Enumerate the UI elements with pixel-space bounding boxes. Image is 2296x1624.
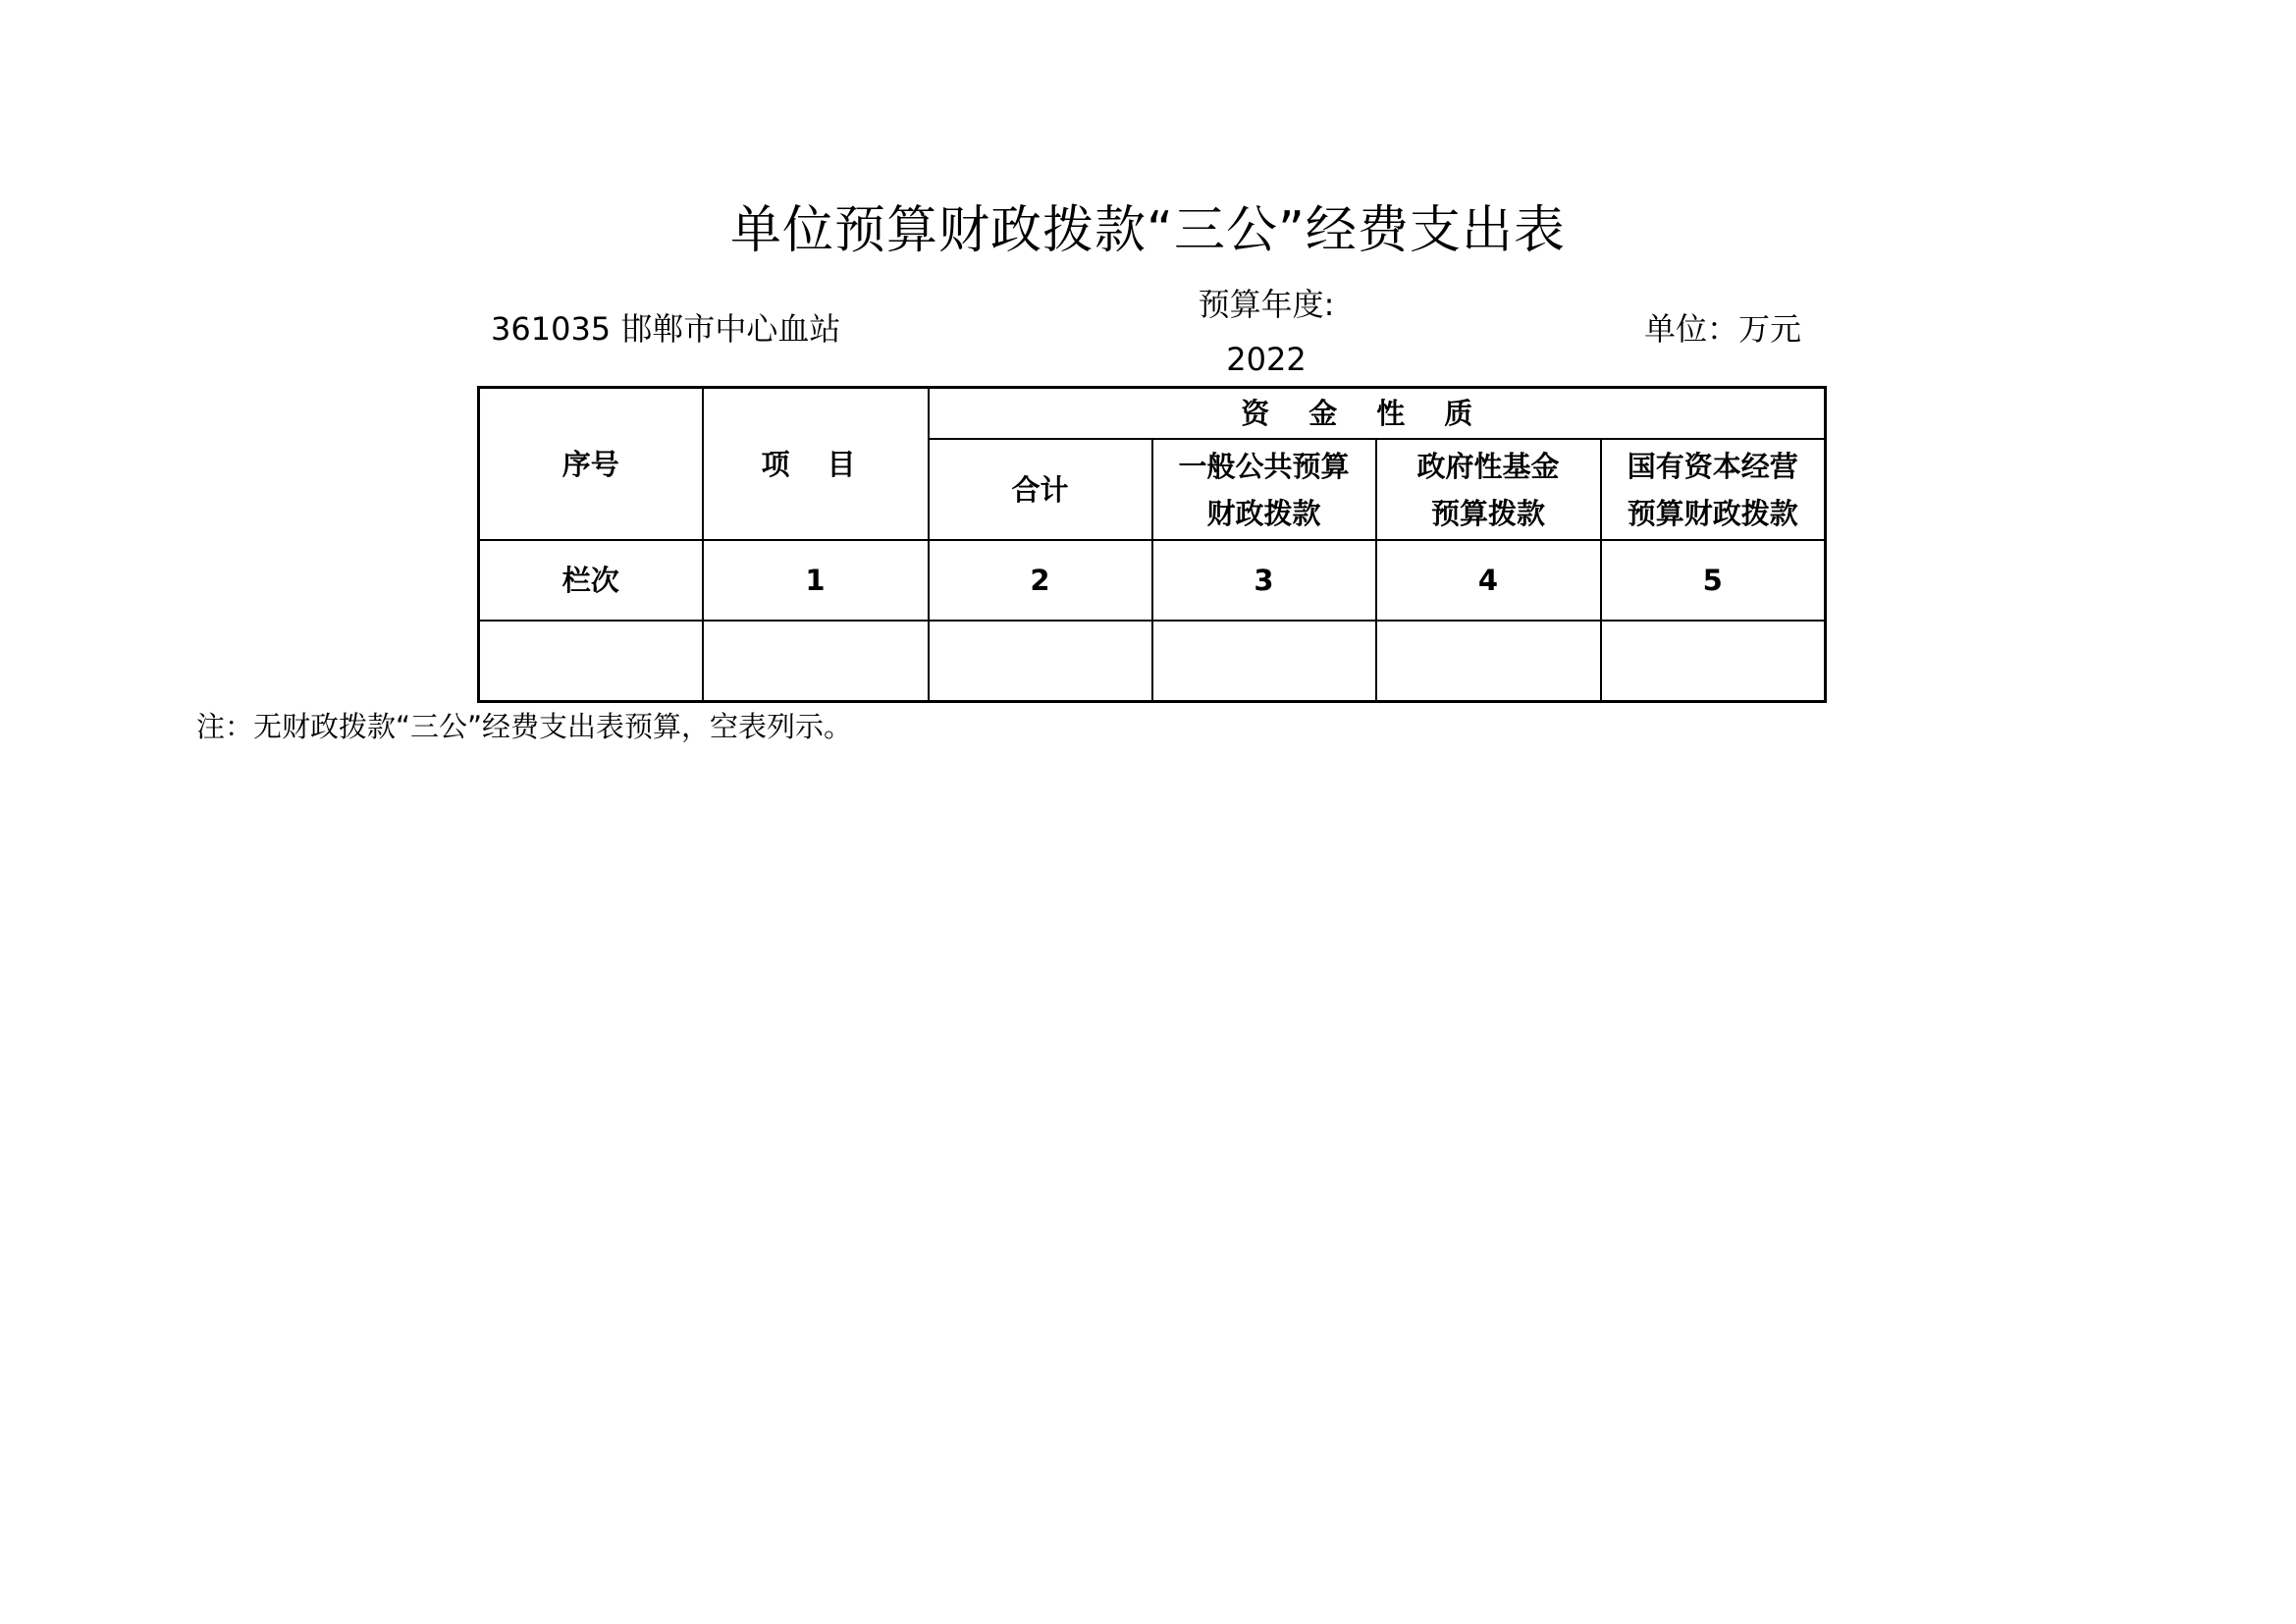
- header-item: 项 目: [761, 447, 870, 481]
- data-cell-seq: [479, 621, 703, 702]
- column-number-4: 4: [1376, 540, 1601, 621]
- subheader-total: 合计: [1011, 472, 1069, 507]
- footnote: 注：无财政拨款“三公”经费支出表预算，空表列示。: [196, 710, 853, 743]
- header-fund-nature: 资金性质: [1241, 397, 1513, 430]
- column-number-3: 3: [1152, 540, 1376, 621]
- subheader-general-line1: 一般公共预算: [1178, 449, 1350, 483]
- header-seq-cell: [479, 388, 703, 541]
- column-number-1: 1: [703, 540, 929, 621]
- header-item-cell: [703, 388, 929, 541]
- data-cell-gov-fund: [1376, 621, 1601, 702]
- currency-unit-label: 单位：万元: [1644, 310, 1802, 348]
- subheader-general-line2: 财政拨款: [1206, 496, 1321, 530]
- budget-year-block: [1119, 277, 1414, 387]
- header-row-1: [479, 388, 1826, 440]
- column-number-row: [479, 540, 1826, 621]
- data-cell-total: [929, 621, 1152, 702]
- budget-year-label: 预算年度:: [1198, 286, 1335, 323]
- header-fund-nature-cell: [929, 388, 1826, 440]
- subheader-total-cell: [929, 439, 1152, 540]
- header-seq: 序号: [561, 447, 619, 481]
- column-number-5: 5: [1601, 540, 1826, 621]
- subheader-state-capital-line1: 国有资本经营: [1627, 449, 1798, 483]
- budget-year-value: 2022: [1226, 341, 1307, 378]
- data-cell-general: [1152, 621, 1376, 702]
- data-cell-item: [703, 621, 929, 702]
- three-public-expenditure-table: [477, 386, 1827, 703]
- subheader-gov-fund-line2: 预算拨款: [1430, 496, 1545, 530]
- subheader-state-capital-line2: 预算财政拨款: [1627, 496, 1798, 530]
- page-title: 单位预算财政拨款“三公”经费支出表: [730, 201, 1566, 260]
- subheader-state-capital-cell: [1601, 439, 1826, 540]
- subheader-gov-fund-cell: [1376, 439, 1601, 540]
- column-number-2: 2: [929, 540, 1152, 621]
- subheader-general-budget-cell: [1152, 439, 1376, 540]
- table-row: [479, 621, 1826, 702]
- subheader-gov-fund-line1: 政府性基金: [1416, 449, 1560, 483]
- data-cell-state-capital: [1601, 621, 1826, 702]
- column-number-label: 栏次: [479, 540, 703, 621]
- unit-code-name: 361035 邯郸市中心血站: [491, 310, 841, 348]
